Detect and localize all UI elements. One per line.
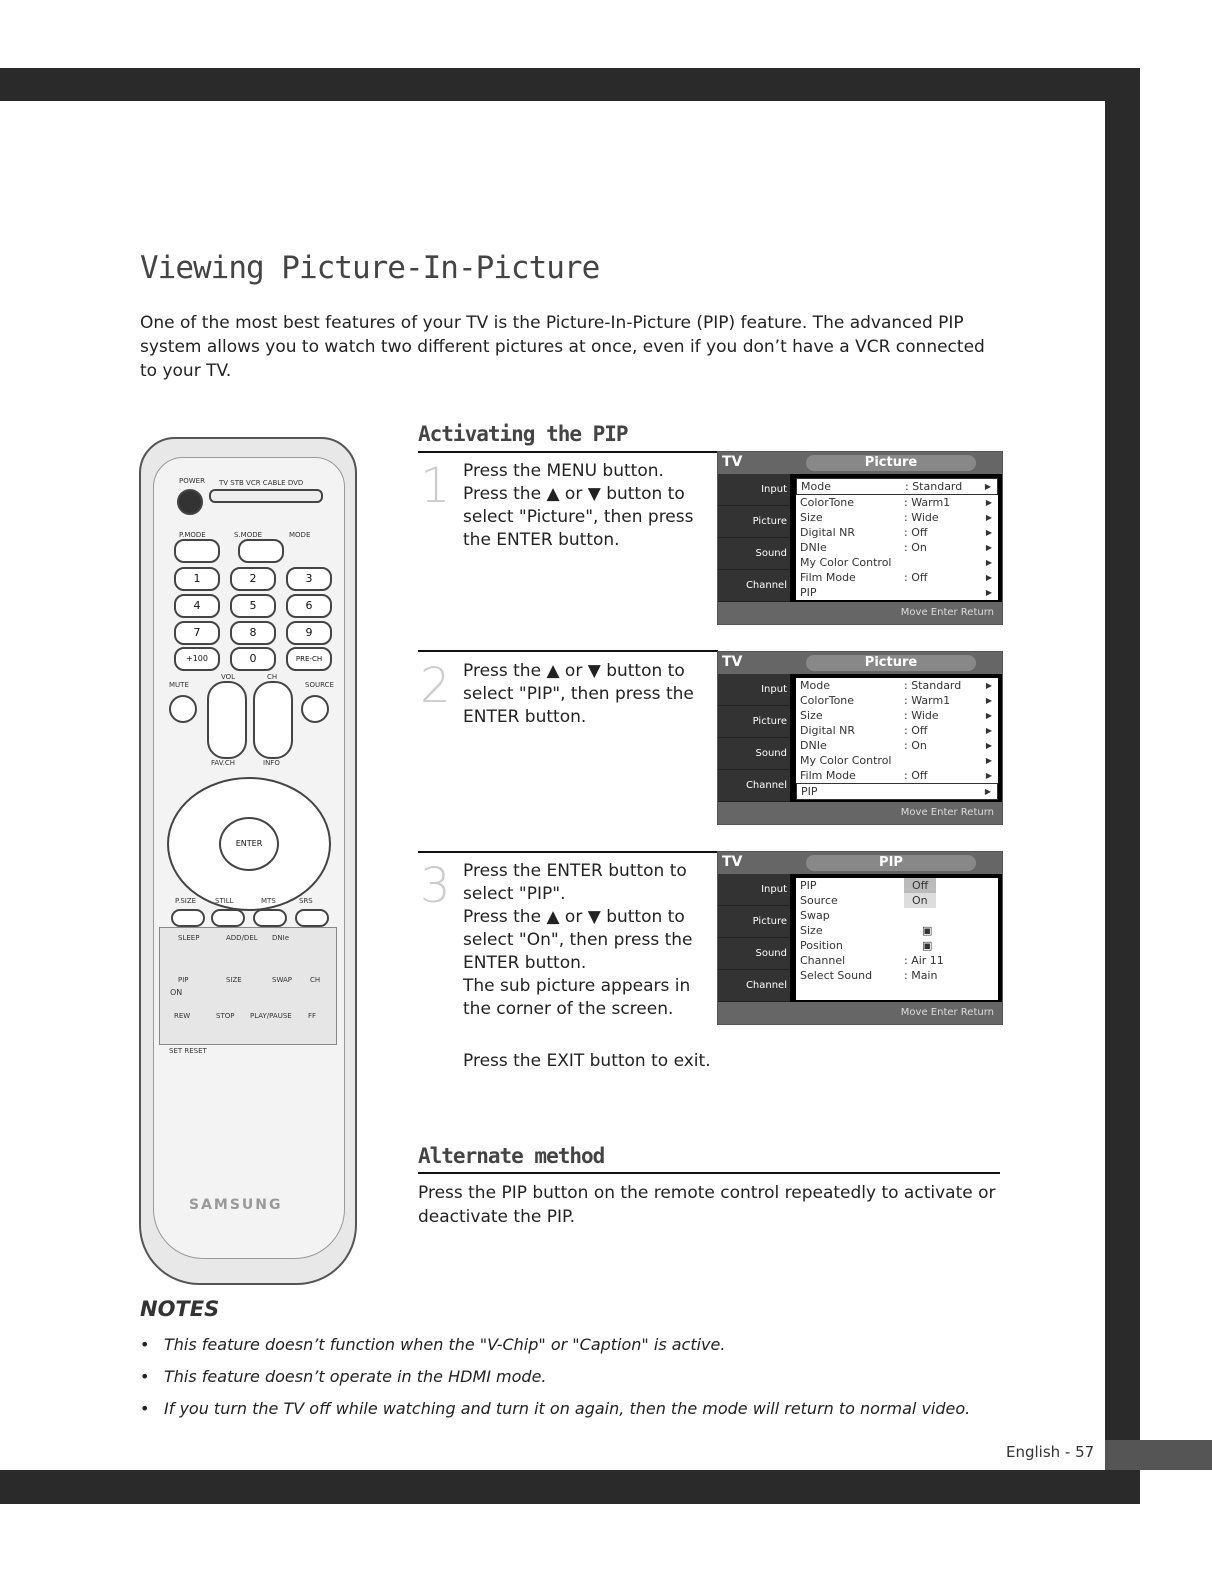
menu-sidebar (718, 874, 790, 1002)
menu-row-pip: PIP Off (796, 878, 998, 893)
top-border-bar (0, 68, 1140, 101)
notes-heading: NOTES (140, 1297, 220, 1321)
pip-button-panel (159, 927, 337, 1045)
digit-9-button: 9 (286, 621, 332, 645)
step-1-number: 1 (420, 458, 451, 514)
menu-title: PIP (806, 855, 976, 871)
menu-row-size: Size ▣ (800, 924, 933, 937)
enter-button: ENTER (219, 817, 279, 871)
side-sound: Sound (718, 738, 790, 770)
activating-heading: Activating the PIP (418, 422, 628, 446)
mts-label: MTS (261, 897, 276, 905)
source-button (301, 695, 329, 723)
menu-title: Picture (806, 655, 976, 671)
tv-tab: TV (722, 454, 743, 470)
adddel-label: ADD/DEL (226, 934, 258, 942)
digit-3-button: 3 (286, 567, 332, 591)
pmode-label: P.MODE (179, 531, 206, 539)
step-2-divider (418, 650, 718, 652)
side-picture: Picture (718, 706, 790, 738)
mode-switch (209, 489, 323, 503)
menu-list (796, 878, 998, 1000)
menu-title: Picture (806, 455, 976, 471)
psize-label: P.SIZE (175, 897, 197, 905)
tv-tab: TV (722, 854, 743, 870)
side-sound: Sound (718, 938, 790, 970)
menu-row-dnie: DNIe : On ▶ (800, 739, 992, 752)
side-sound: Sound (718, 538, 790, 570)
rew-label: REW (174, 1012, 191, 1020)
channel-rocker (253, 681, 293, 759)
playpause-label: PLAY/PAUSE (250, 1012, 292, 1020)
menu-row-digitalnr: Digital NR : Off ▶ (800, 526, 992, 539)
tv-tab: TV (722, 654, 743, 670)
digit-4-button: 4 (174, 594, 220, 618)
side-channel: Channel (718, 770, 790, 802)
menu-sidebar (718, 674, 790, 802)
mute-label: MUTE (169, 681, 189, 689)
digit-7-button: 7 (174, 621, 220, 645)
digit-6-button: 6 (286, 594, 332, 618)
note-item: • This feature doesn’t function when the "V-Chip" or "Caption" is active. (140, 1335, 726, 1354)
menu-row-colortone: ColorTone : Warm1 ▶ (800, 496, 992, 509)
page-title: Viewing Picture-In-Picture (140, 250, 600, 286)
mute-button (169, 695, 197, 723)
menu-sidebar (718, 474, 790, 602)
sleep-label: SLEEP (178, 934, 200, 942)
step-2-text: Press the ▲ or ▼ button to select "PIP", then press the ENTER button. (463, 661, 694, 727)
pip-label: PIP (178, 976, 189, 984)
tv-screen-picture-menu-1 (717, 451, 1003, 625)
menu-row-channel: Channel : Air 11 (800, 954, 944, 967)
digit-0-button: 0 (230, 647, 276, 671)
still-label: STILL (215, 897, 234, 905)
stop-label: STOP (216, 1012, 235, 1020)
side-input: Input (718, 474, 790, 506)
menu-row-colortone: ColorTone : Warm1 ▶ (800, 694, 992, 707)
menu-row-filmmode: Film Mode : Off ▶ (800, 769, 992, 782)
menu-footer: Move Enter Return (718, 602, 1002, 624)
smode-label: S.MODE (234, 531, 263, 539)
brand-logo: SAMSUNG (189, 1197, 283, 1213)
ch-pip-label: CH (310, 976, 321, 984)
power-button (177, 489, 203, 515)
mode-label: MODE (289, 531, 311, 539)
menu-row-mycolor: My Color Control ▶ (800, 556, 992, 569)
menu-list (796, 678, 998, 800)
volume-rocker (207, 681, 247, 759)
step-3-divider (418, 851, 718, 853)
plus100-button: +100 (174, 647, 220, 671)
side-picture: Picture (718, 506, 790, 538)
srs-button (295, 909, 329, 927)
exit-instruction: Press the EXIT button to exit. (463, 1051, 711, 1071)
dnie-label: DNIe (272, 934, 289, 942)
step-1-divider (418, 451, 718, 453)
menu-footer: Move Enter Return (718, 802, 1002, 824)
set-reset-label: SET RESET (169, 1047, 207, 1055)
tv-screen-picture-menu-2 (717, 651, 1003, 825)
intro-paragraph: One of the most best features of your TV is the Picture-In-Picture (PIP) feature. The advanced PIP system allows you to watch two different pictures at once, even if you don’t have a VCR connected to your TV. (140, 313, 985, 381)
side-picture: Picture (718, 906, 790, 938)
step-1-text: Press the MENU button. Press the ▲ or ▼ button to select "Picture", then press the ENTER button. (463, 461, 694, 550)
srs-label: SRS (299, 897, 313, 905)
digit-8-button: 8 (230, 621, 276, 645)
ch-label: CH (267, 673, 278, 681)
mode-labels: TV STB VCR CABLE DVD (219, 479, 304, 487)
digit-2-button: 2 (230, 567, 276, 591)
menu-row-filmmode: Film Mode : Off ▶ (800, 571, 992, 584)
step-2-number: 2 (420, 658, 451, 714)
digit-5-button: 5 (230, 594, 276, 618)
side-input: Input (718, 674, 790, 706)
page-number: English - 57 (1006, 1443, 1095, 1461)
digit-1-button: 1 (174, 567, 220, 591)
tv-screen-pip-menu (717, 851, 1003, 1025)
mts-button (253, 909, 287, 927)
alternate-heading: Alternate method (418, 1144, 605, 1168)
step-3-text: Press the ENTER button to select "PIP". Press the ▲ or ▼ button to select "On", then press the ENTER button. The sub picture appears in the corner of the screen. (463, 861, 693, 1019)
power-label: POWER (179, 477, 205, 485)
menu-row-swap: Swap (800, 909, 830, 922)
step-3-number: 3 (420, 858, 451, 914)
alternate-text: Press the PIP button on the remote control repeatedly to activate or deactivate the PIP. (418, 1183, 996, 1227)
size-label: SIZE (226, 976, 242, 984)
bottom-border-bar (0, 1470, 1140, 1504)
prech-button: PRE-CH (286, 647, 332, 671)
remote-control-illustration (139, 437, 355, 1283)
menu-row-position: Position ▣ (800, 939, 933, 952)
menu-row-mode: Mode : Standard ▶ (796, 478, 998, 495)
menu-row-selectsound: Select Sound : Main (800, 969, 938, 982)
menu-row-mycolor: My Color Control ▶ (800, 754, 992, 767)
side-channel: Channel (718, 970, 790, 1002)
menu-row-size: Size : Wide ▶ (800, 709, 992, 722)
still-button (211, 909, 245, 927)
psize-button (171, 909, 205, 927)
favch-label: FAV.CH (211, 759, 235, 767)
pmode-button (174, 539, 220, 563)
side-channel: Channel (718, 570, 790, 602)
swap-label: SWAP (272, 976, 292, 984)
smode-button (238, 539, 284, 563)
side-input: Input (718, 874, 790, 906)
right-border-bar (1105, 68, 1140, 1504)
note-item: • This feature doesn’t operate in the HDMI mode. (140, 1367, 547, 1386)
ff-label: FF (308, 1012, 317, 1020)
menu-row-pip: PIP ▶ (796, 783, 998, 800)
alternate-divider (418, 1172, 1000, 1174)
menu-list (796, 478, 998, 600)
menu-row-pip: PIP ▶ (800, 586, 992, 599)
on-label: ON (170, 988, 183, 997)
menu-row-dnie: DNIe : On ▶ (800, 541, 992, 554)
menu-row-mode: Mode : Standard ▶ (800, 679, 992, 692)
info-label: INFO (263, 759, 280, 767)
note-item: • If you turn the TV off while watching and turn it on again, then the mode will return to normal video. (140, 1399, 971, 1418)
vol-label: VOL (221, 673, 236, 681)
page-number-tab (1105, 1440, 1212, 1470)
source-label: SOURCE (305, 681, 334, 689)
menu-row-digitalnr: Digital NR : Off ▶ (800, 724, 992, 737)
menu-row-source: Source On (796, 893, 998, 908)
menu-row-size: Size : Wide ▶ (800, 511, 992, 524)
menu-footer: Move Enter Return (718, 1002, 1002, 1024)
